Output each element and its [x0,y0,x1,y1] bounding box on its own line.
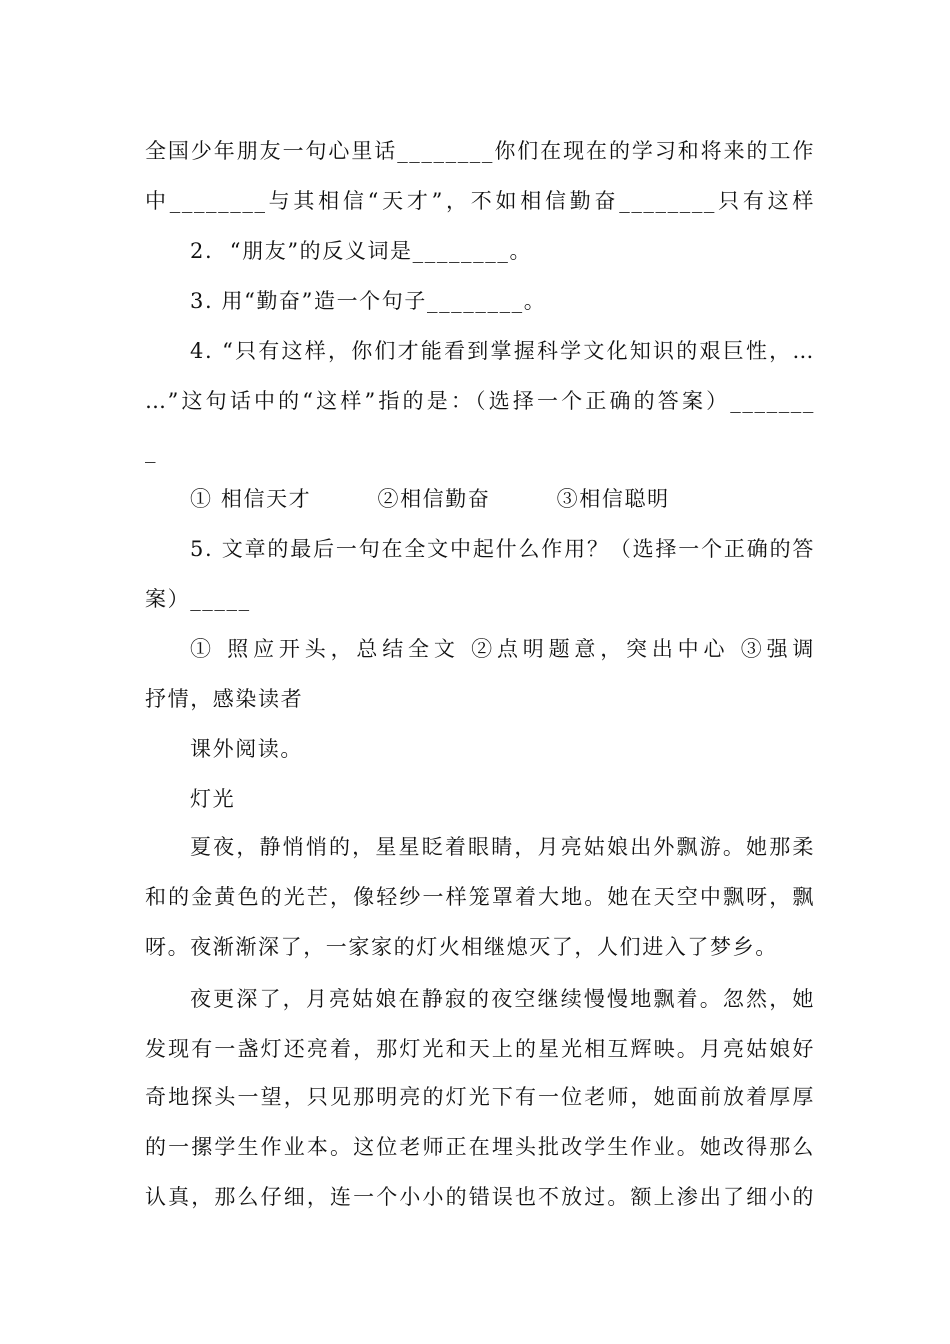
question-5-options: ① 照应开头，总结全文 ②点明题意，突出中心 ③强调 [190,637,815,661]
text-line: …”这句话中的“这样”指的是：（选择一个正确的答案）_______ [145,389,815,413]
paragraph-line: 夏夜，静悄悄的，星星眨着眼睛，月亮姑娘出外飘游。她那柔 [190,835,815,859]
paragraph-line: 认真，那么仔细，连一个小小的错误也不放过。额上渗出了细小的 [145,1185,815,1209]
paragraph-line: 奇地探头一望，只见那明亮的灯光下有一位老师，她面前放着厚厚 [145,1085,815,1109]
question-2: 2. “朋友”的反义词是________。 [190,239,533,263]
section-heading: 课外阅读。 [190,737,303,761]
text-line: 中________与其相信“天才”，不如相信勤奋________只有这样 [145,189,815,213]
text-line: _ [145,439,158,463]
article-title: 灯光 [190,787,236,811]
paragraph-line: 呀。夜渐渐深了，一家家的灯火相继熄灭了，人们进入了梦乡。 [145,935,778,959]
question-3: 3. 用“勤奋”造一个句子________。 [190,289,547,313]
text-line: 全国少年朋友一句心里话________你们在现在的学习和将来的工作 [145,139,815,163]
paragraph-line: 发现有一盏灯还亮着，那灯光和天上的星光相互辉映。月亮姑娘好 [145,1037,815,1061]
text-line: 案）_____ [145,587,251,611]
question-4: 4. “只有这样，你们才能看到掌握科学文化知识的艰巨性，… [190,339,815,363]
paragraph-line: 和的金黄色的光芒，像轻纱一样笼罩着大地。她在天空中飘呀，飘 [145,885,815,909]
text-line: 抒情，感染读者 [145,687,304,711]
question-5: 5. 文章的最后一句在全文中起什么作用？（选择一个正确的答 [190,537,815,561]
paragraph-line: 夜更深了，月亮姑娘在静寂的夜空继续慢慢地飘着。忽然，她 [190,987,815,1011]
question-4-options: ① 相信天才 ②相信勤奋 ③相信聪明 [190,487,670,511]
paragraph-line: 的一摞学生作业本。这位老师正在埋头批改学生作业。她改得那么 [145,1135,815,1159]
